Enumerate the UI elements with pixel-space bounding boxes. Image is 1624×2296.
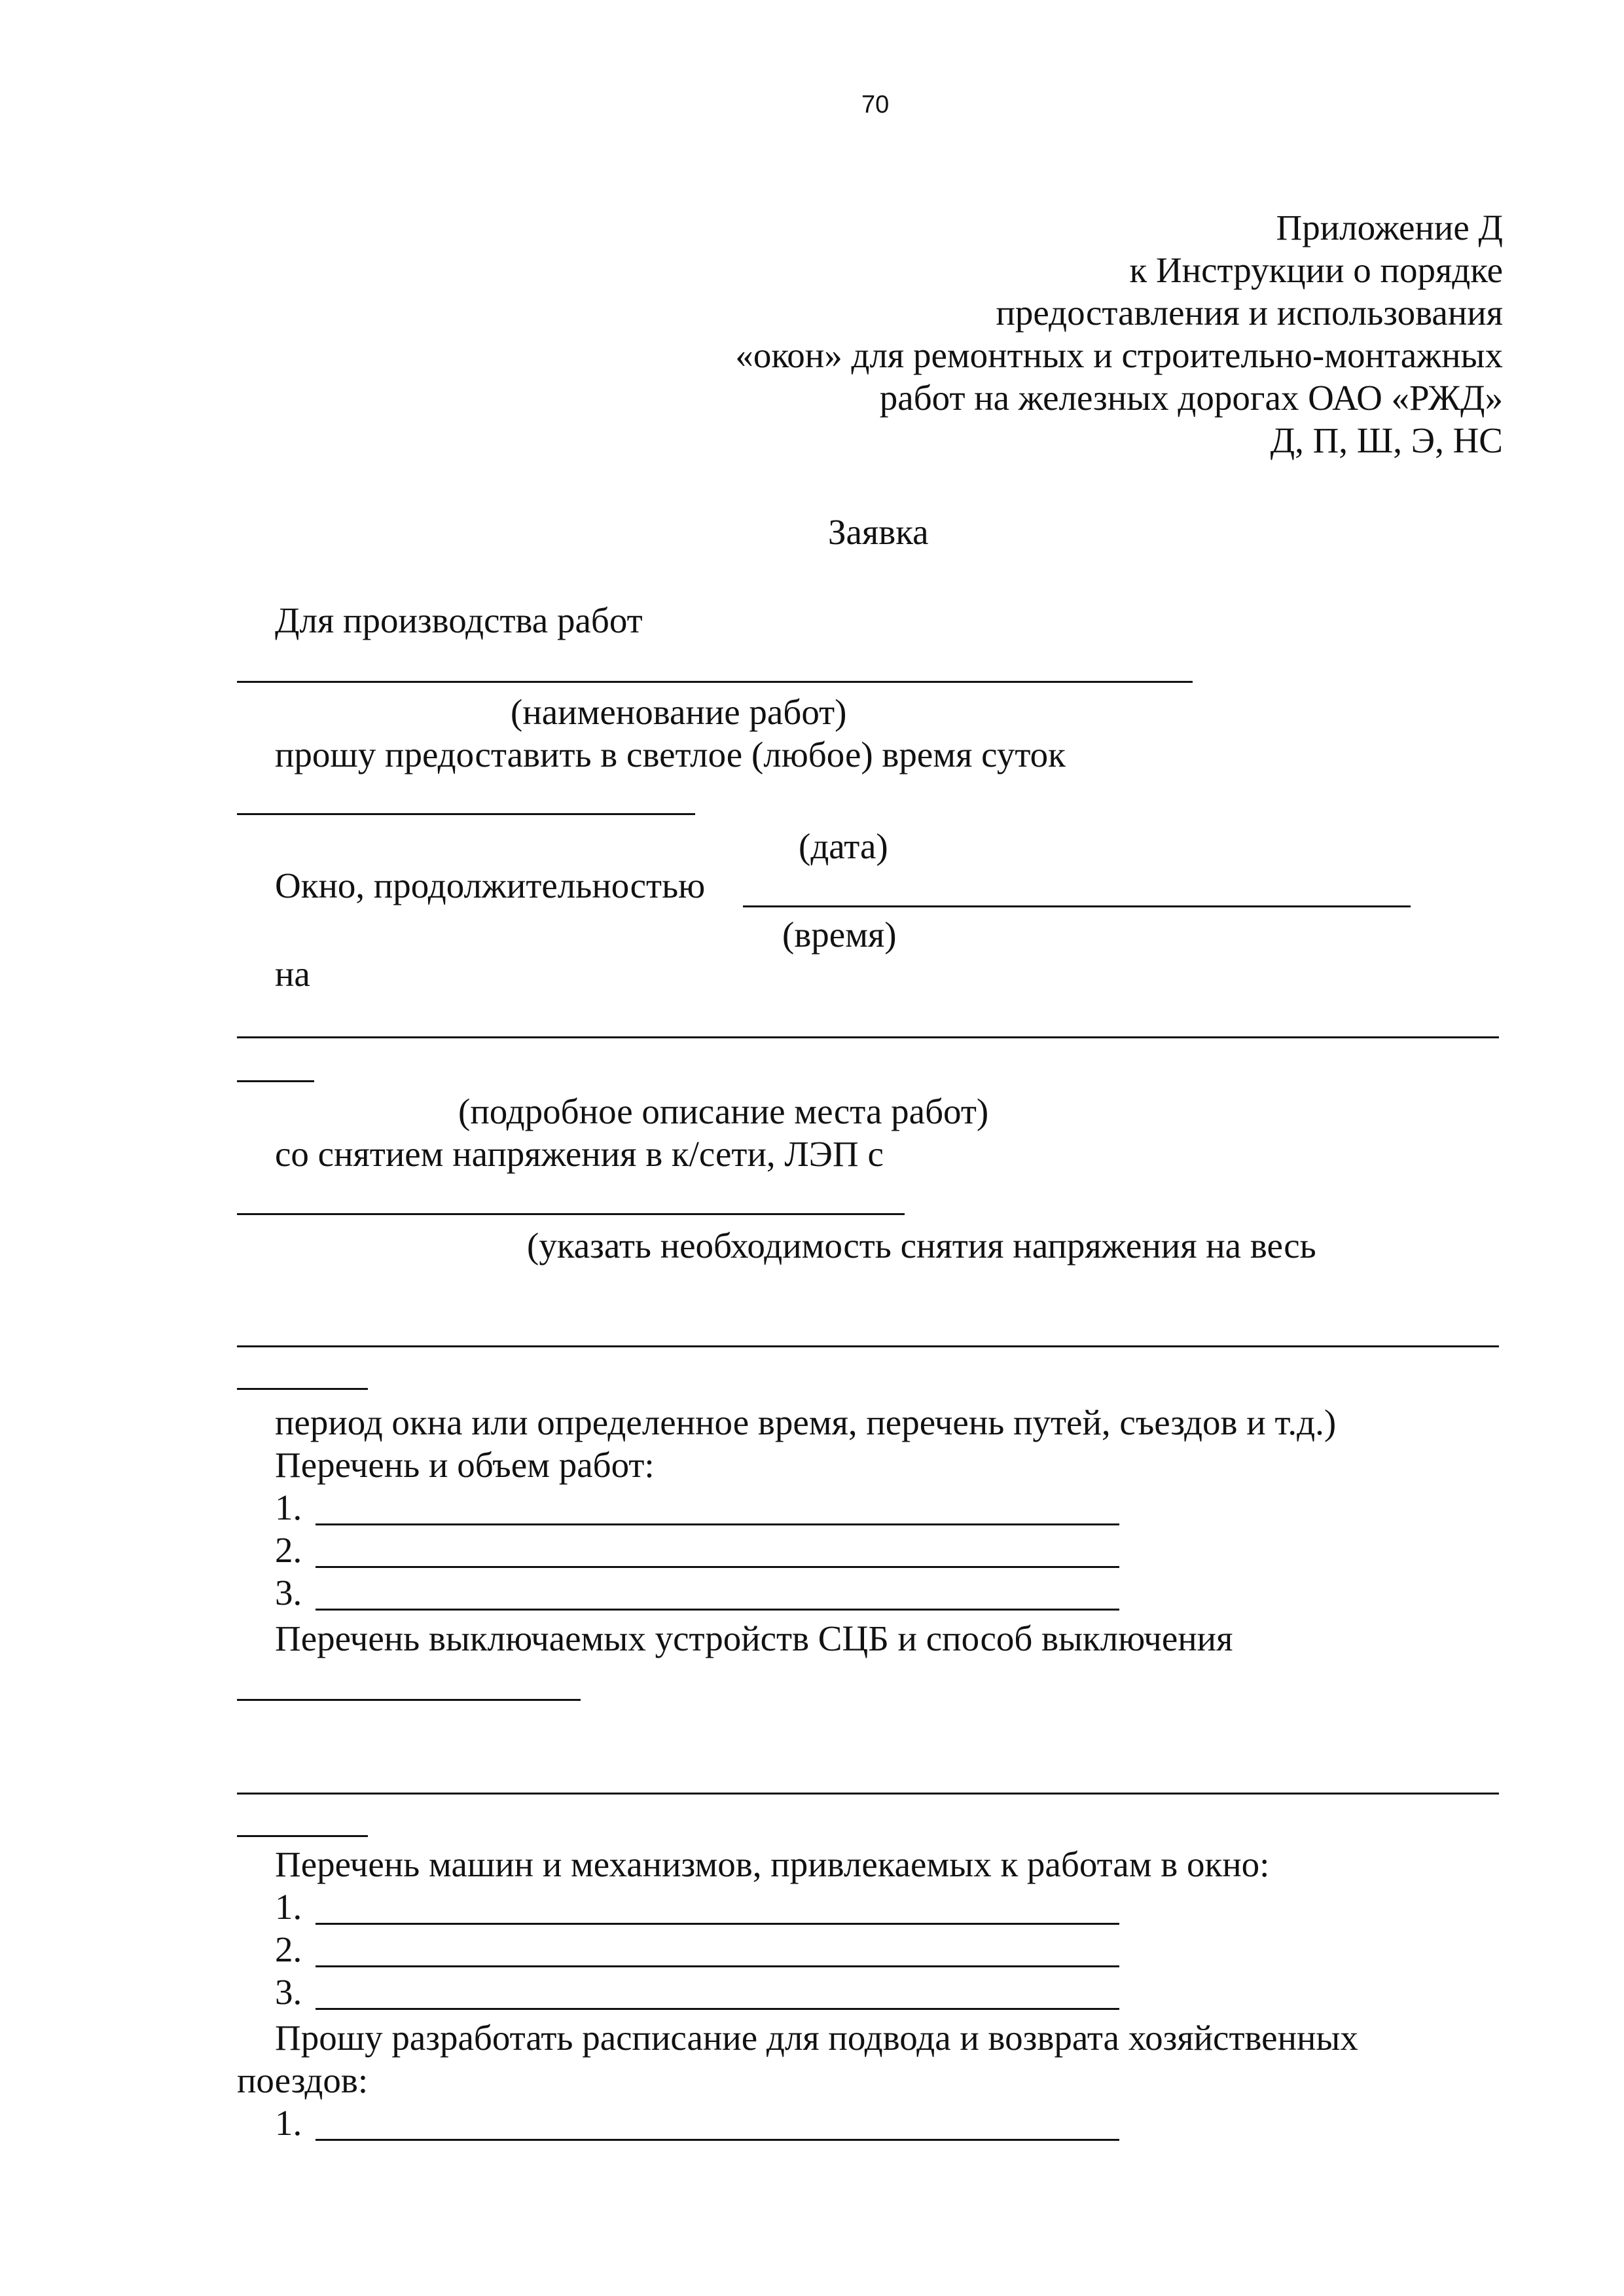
hint-place: (подробное описание места работ) — [458, 1091, 989, 1131]
label-for-works: Для производства работ — [275, 600, 643, 640]
field-works-item-2[interactable] — [316, 1566, 1119, 1568]
works-item-number: 2. — [275, 1530, 302, 1570]
field-machines-item-3[interactable] — [316, 2008, 1119, 2010]
document-title: Заявка — [828, 512, 929, 552]
label-schedule-request-continued: поездов: — [237, 2060, 369, 2100]
label-voltage-removal: со снятием напряжения в к/сети, ЛЭП с — [275, 1134, 884, 1174]
label-scb-devices: Перечень выключаемых устройств СЦБ и способ выключения — [275, 1618, 1233, 1658]
works-item-number: 3. — [275, 1573, 302, 1613]
label-machines: Перечень машин и механизмов, привлекаемых к работам в окно: — [275, 1844, 1270, 1884]
hint-time: (время) — [782, 915, 897, 955]
field-date-line[interactable] — [237, 813, 695, 815]
field-voltage-detail-line[interactable] — [237, 1345, 1499, 1347]
field-scb-line[interactable] — [237, 1699, 581, 1701]
appendix-line: «окон» для ремонтных и строительно-монтажных — [735, 335, 1503, 375]
field-work-name-line[interactable] — [237, 681, 1193, 683]
machines-item-number: 2. — [275, 1929, 302, 1969]
label-works-list: Перечень и объем работ: — [275, 1445, 655, 1485]
hint-voltage-part1: (указать необходимость снятия напряжения на весь — [527, 1226, 1316, 1266]
field-trains-item-1[interactable] — [316, 2139, 1119, 2141]
appendix-title: Приложение Д — [1276, 208, 1503, 247]
field-machines-item-1[interactable] — [316, 1923, 1119, 1925]
field-duration-line[interactable] — [743, 905, 1411, 907]
label-window-duration: Окно, продолжительностью — [275, 866, 706, 905]
label-on: на — [275, 954, 310, 994]
hint-date: (дата) — [799, 826, 888, 866]
field-place-line-continued[interactable] — [237, 1080, 314, 1082]
label-schedule-request: Прошу разработать расписание для подвода и возврата хозяйственных — [275, 2018, 1358, 2058]
field-works-item-3[interactable] — [316, 1609, 1119, 1611]
appendix-codes: Д, П, Ш, Э, НС — [1270, 420, 1503, 460]
machines-item-number: 3. — [275, 1972, 302, 2012]
field-voltage-line[interactable] — [237, 1213, 905, 1215]
hint-voltage-part2: период окна или определенное время, перечень путей, съездов и т.д.) — [275, 1402, 1337, 1442]
appendix-line: предоставления и использования — [996, 293, 1503, 333]
field-place-line[interactable] — [237, 1036, 1499, 1038]
machines-item-number: 1. — [275, 1887, 302, 1927]
label-request-time: прошу предоставить в светлое (любое) время суток — [275, 735, 1066, 774]
field-works-item-1[interactable] — [316, 1523, 1119, 1525]
trains-item-number: 1. — [275, 2103, 302, 2143]
field-voltage-detail-line-continued[interactable] — [237, 1388, 368, 1390]
field-scb-detail-line-continued[interactable] — [237, 1835, 368, 1837]
appendix-line: работ на железных дорогах ОАО «РЖД» — [879, 378, 1503, 418]
page-number: 70 — [861, 91, 890, 118]
field-machines-item-2[interactable] — [316, 1965, 1119, 1967]
hint-work-name: (наименование работ) — [511, 692, 847, 732]
appendix-line: к Инструкции о порядке — [1129, 250, 1503, 290]
field-scb-detail-line[interactable] — [237, 1793, 1499, 1795]
works-item-number: 1. — [275, 1487, 302, 1527]
